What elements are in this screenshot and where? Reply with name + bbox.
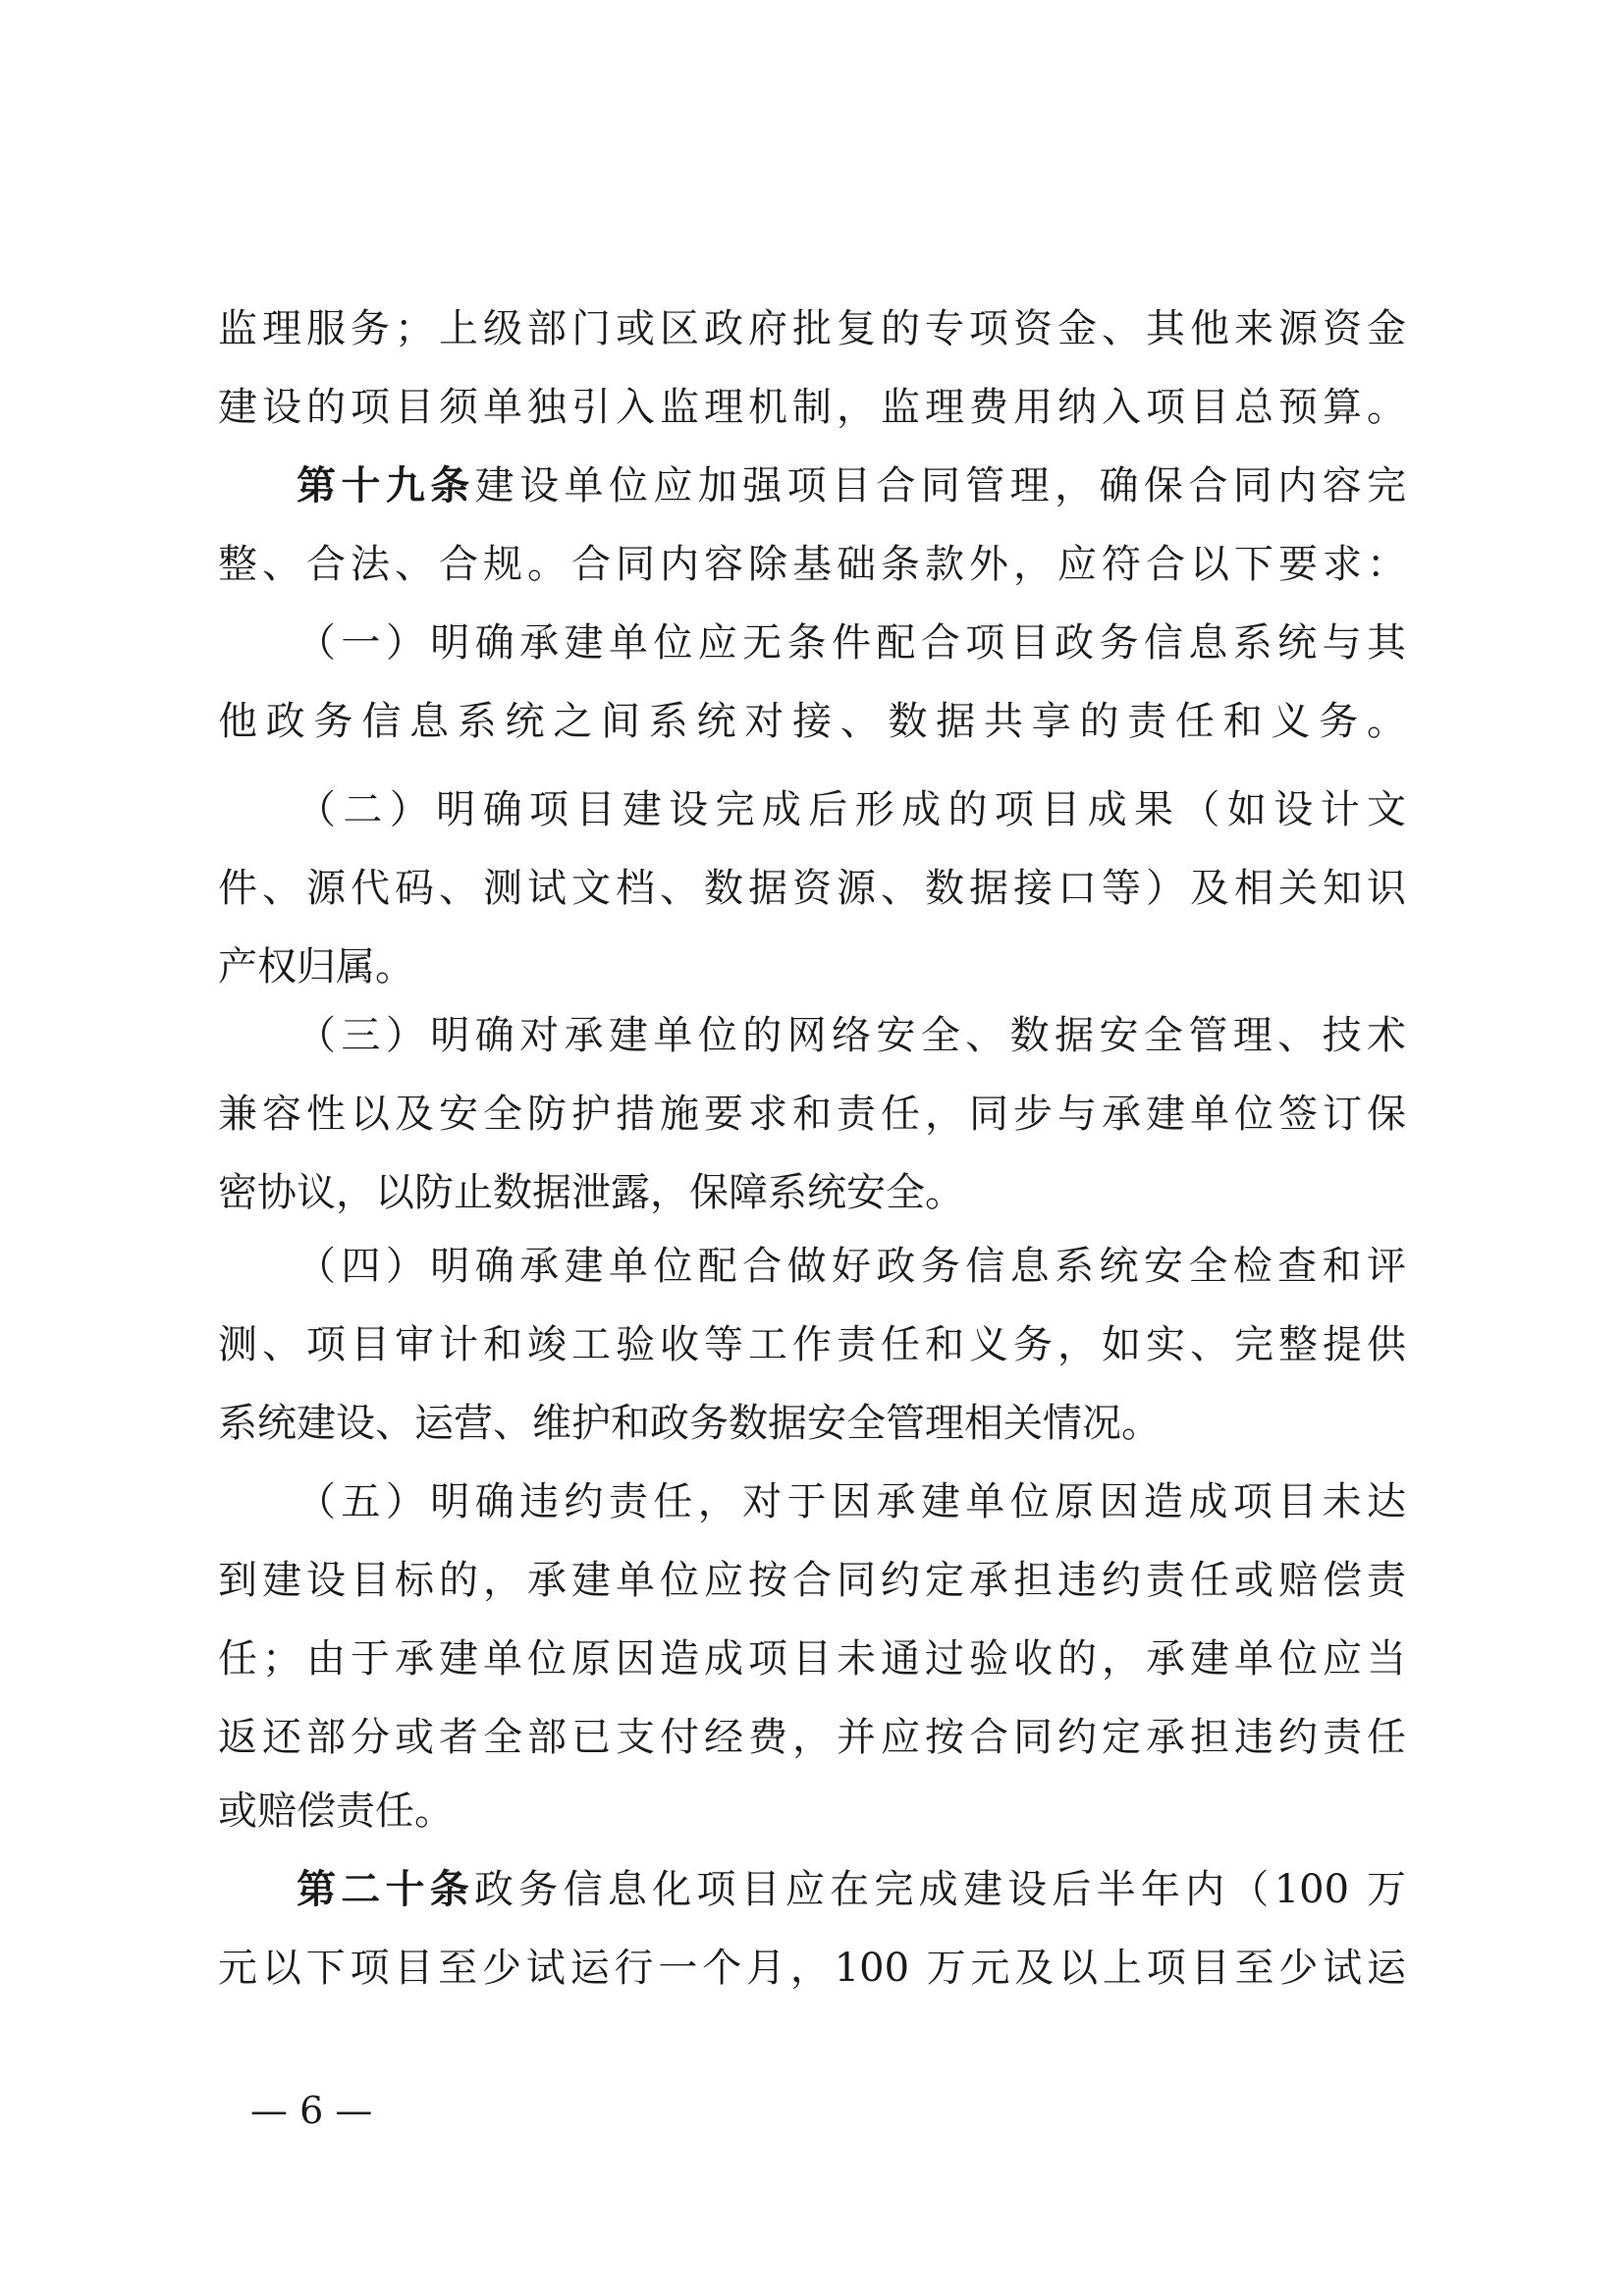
- text-line: （一）明确承建单位应无条件配合项目政务信息系统与其: [297, 620, 1406, 666]
- article-19-paragraph: [297, 452, 1406, 520]
- text-line: 件、源代码、测试文档、数据资源、数据接口等）及相关知识: [218, 866, 1406, 911]
- text-line: 密协议，以防止数据泄露，保障系统安全。: [218, 1170, 964, 1215]
- text-line: 建设的项目须单独引入监理机制，监理费用纳入项目总预算。: [218, 385, 1406, 430]
- text-line: （二）明确项目建设完成后形成的项目成果（如设计文: [297, 787, 1406, 832]
- article-20-heading: 第二十条: [297, 1866, 475, 1912]
- text-line: 产权归属。: [218, 944, 414, 989]
- text-line: 或赔偿责任。: [218, 1789, 454, 1834]
- text-line: 监理服务；上级部门或区政府批复的专项资金、其他来源资金: [218, 306, 1406, 351]
- text-line: 兼容性以及安全防护措施要求和责任，同步与承建单位签订保: [218, 1092, 1406, 1137]
- text-line: 返还部分或者全部已支付经费，并应按合同约定承担违约责任: [218, 1715, 1406, 1760]
- text-line: （三）明确对承建单位的网络安全、数据安全管理、技术: [297, 1013, 1406, 1058]
- text-line: 整、合法、合规。合同内容除基础条款外，应符合以下要求：: [218, 542, 1406, 587]
- text-line: 任；由于承建单位原因造成项目未通过验收的，承建单位应当: [218, 1636, 1406, 1682]
- article-19-heading: 第十九条: [297, 462, 475, 508]
- text-line: 系统建设、运营、维护和政务数据安全管理相关情况。: [218, 1401, 1161, 1446]
- article-20-paragraph: [297, 1855, 1406, 1924]
- text-line: 他政务信息系统之间系统对接、数据共享的责任和义务。: [218, 699, 1406, 744]
- text-line: （四）明确承建单位配合做好政务信息系统安全检查和评: [297, 1244, 1406, 1289]
- text-line: 元以下项目至少试运行一个月，100 万元及以上项目至少试运: [218, 1946, 1406, 1991]
- article-20-text: 政务信息化项目应在完成建设后半年内（100 万: [474, 1867, 1407, 1912]
- text-line: 到建设目标的，承建单位应按合同约定承担违约责任或赔偿责: [218, 1558, 1406, 1603]
- text-line: （五）明确违约责任，对于因承建单位原因造成项目未达: [297, 1479, 1406, 1524]
- page-number: — 6 —: [250, 2089, 373, 2132]
- text-line: 测、项目审计和竣工验收等工作责任和义务，如实、完整提供: [218, 1322, 1406, 1367]
- article-19-text: 建设单位应加强项目合同管理，确保合同内容完: [474, 463, 1407, 508]
